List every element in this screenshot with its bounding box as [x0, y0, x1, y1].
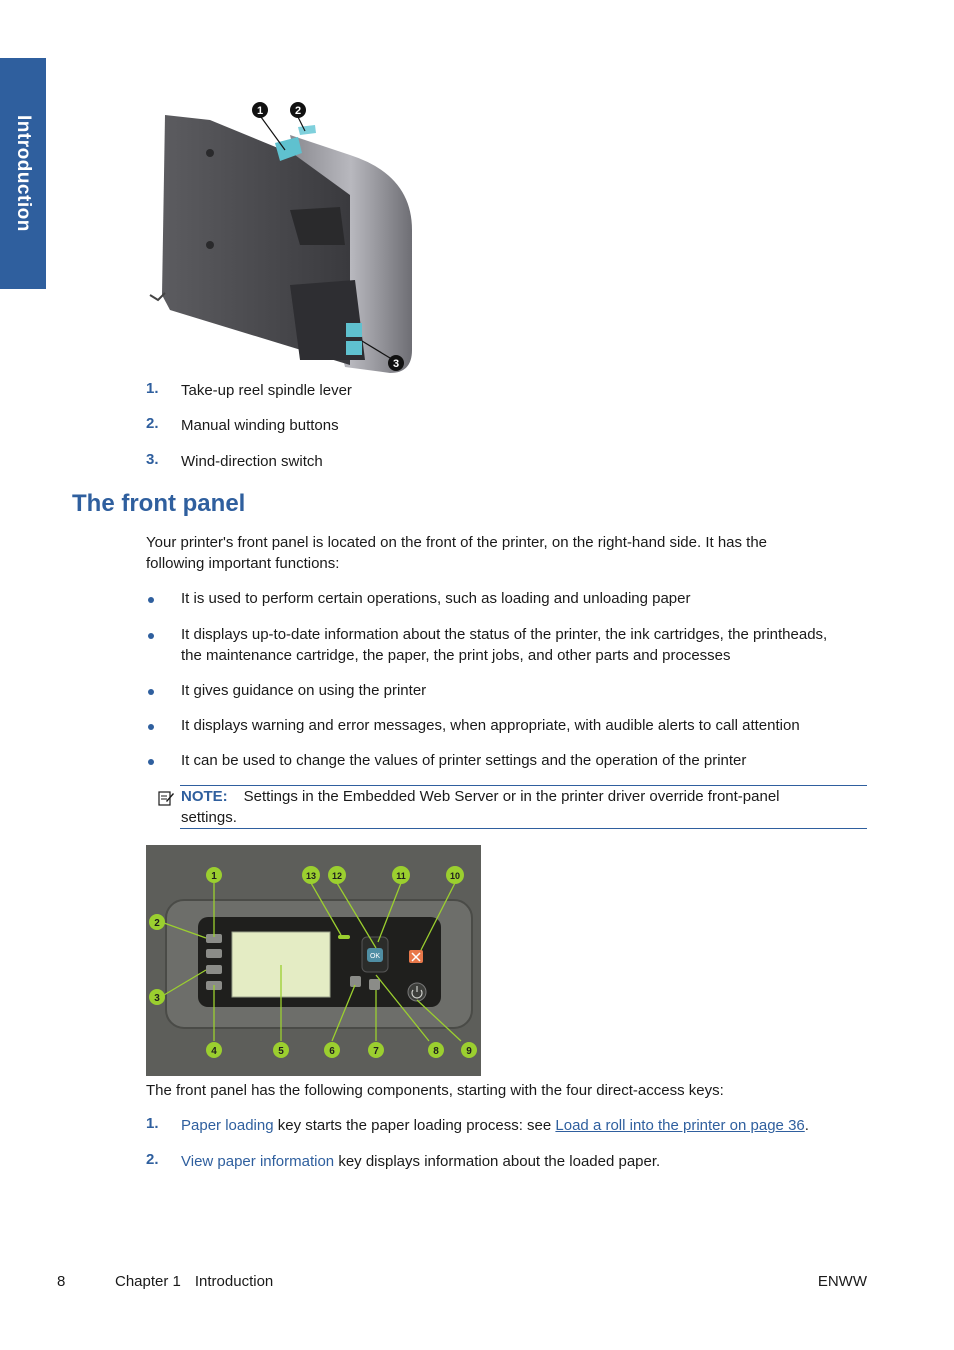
component-item: [181, 1115, 809, 1136]
legend-text: Take-up reel spindle lever: [181, 382, 352, 399]
intro-line: Your printer's front panel is located on the front of the printer, on the right-hand side. It has the: [146, 534, 768, 551]
view-ink-info-key: [206, 965, 222, 974]
panel-callout-11: [392, 866, 410, 884]
take-up-reel-illustration: [140, 95, 420, 380]
section-heading: The front panel: [72, 490, 246, 517]
legend-number: 1.: [146, 380, 159, 397]
note-icon: [157, 789, 175, 807]
menu-key: [369, 979, 380, 990]
load-roll-link[interactable]: Load a roll into the printer on page 36: [555, 1117, 805, 1134]
mount-hole: [206, 149, 214, 157]
panel-callout-9: [461, 1042, 477, 1058]
view-paper-info-key: [206, 949, 222, 958]
paper-loading-term: Paper loading: [181, 1117, 274, 1134]
footer-chapter: [115, 1271, 273, 1292]
intro-line: following important functions:: [146, 555, 340, 572]
legend-number: 2.: [146, 415, 159, 432]
bullet-item: It can be used to change the values of printer settings and the operation of the printer: [181, 752, 747, 769]
svg-text:12: 12: [331, 871, 343, 881]
wind-direction-switch: [346, 323, 362, 337]
panel-callout-12: [328, 866, 346, 884]
bullet-line: the maintenance cartridge, the paper, the print jobs, and other parts and processes: [181, 647, 731, 664]
chapter-number: Chapter 1: [115, 1273, 181, 1290]
bullet-item: It gives guidance on using the printer: [181, 682, 427, 699]
svg-text:13: 13: [305, 871, 317, 881]
panel-callout-2: [149, 914, 165, 930]
component-number: 1.: [146, 1115, 159, 1132]
ok-key-label: OK: [369, 953, 381, 960]
panel-callout-3: [149, 989, 165, 1005]
svg-text:3: 3: [154, 993, 160, 1004]
mount-hole: [206, 241, 214, 249]
note-bottom-rule: [180, 828, 867, 829]
svg-text:7: 7: [373, 1046, 379, 1057]
component-desc: key starts the paper loading process: see: [273, 1117, 556, 1134]
legend-number: 3.: [146, 451, 159, 468]
legend-text: Wind-direction switch: [181, 453, 323, 470]
callout-3: [388, 355, 404, 371]
panel-callout-10: [446, 866, 464, 884]
cable: [150, 293, 165, 300]
bullet-line: It displays up-to-date information about the status of the printer, the ink cartridges, the printheads,: [181, 626, 828, 643]
bullet-item: It displays warning and error messages, when appropriate, with audible alerts to call attention: [181, 717, 800, 734]
bullet-item: [181, 624, 827, 666]
bullet-item: It is used to perform certain operations, such as loading and unloading paper: [181, 590, 691, 607]
chapter-title: Introduction: [194, 1273, 274, 1290]
bullet-dot: [148, 759, 154, 765]
panel-callout-1: [206, 867, 222, 883]
callout-1: [252, 102, 268, 118]
note-text-cont: settings.: [181, 809, 237, 826]
bullet-dot: [148, 689, 154, 695]
status-led: [338, 935, 350, 939]
svg-text:1: 1: [256, 105, 264, 117]
panel-callout-4: [206, 1042, 222, 1058]
svg-text:10: 10: [449, 871, 461, 881]
components-intro: The front panel has the following components, starting with the four direct-access keys:: [146, 1082, 724, 1099]
panel-callout-7: [368, 1042, 384, 1058]
note-label: NOTE:: [181, 788, 228, 805]
svg-text:6: 6: [329, 1046, 335, 1057]
component-end: .: [804, 1117, 809, 1134]
intro-paragraph: [146, 532, 866, 574]
panel-callout-13: [302, 866, 320, 884]
svg-text:2: 2: [154, 918, 160, 929]
document-code: ENWW: [817, 1273, 867, 1290]
side-tab-label: Introduction: [13, 115, 34, 232]
view-paper-info-term: View paper information: [181, 1153, 335, 1170]
winding-button: [298, 125, 316, 135]
callout-2: [290, 102, 306, 118]
note-text: Settings in the Embedded Web Server or in the printer driver override front-panel: [243, 788, 780, 805]
page-number: 8: [57, 1273, 66, 1290]
panel-callout-6: [324, 1042, 340, 1058]
wind-direction-switch: [346, 341, 362, 355]
bullet-dot: [148, 633, 154, 639]
component-item: [181, 1151, 660, 1172]
svg-text:4: 4: [211, 1046, 217, 1057]
svg-text:1: 1: [211, 871, 217, 882]
svg-text:11: 11: [396, 871, 406, 881]
panel-callout-5: [273, 1042, 289, 1058]
svg-text:9: 9: [466, 1046, 472, 1057]
chapter-side-tab: [0, 58, 46, 289]
component-number: 2.: [146, 1151, 159, 1168]
legend-text: Manual winding buttons: [181, 417, 339, 434]
svg-text:2: 2: [294, 105, 302, 117]
svg-text:3: 3: [392, 358, 400, 370]
component-desc: key displays information about the loaded paper.: [334, 1153, 661, 1170]
panel-callout-8: [428, 1042, 444, 1058]
note-content: [181, 786, 867, 828]
bullet-dot: [148, 724, 154, 730]
svg-text:8: 8: [433, 1046, 439, 1057]
bullet-dot: [148, 597, 154, 603]
svg-text:5: 5: [278, 1046, 284, 1057]
front-panel-illustration: [146, 845, 481, 1076]
